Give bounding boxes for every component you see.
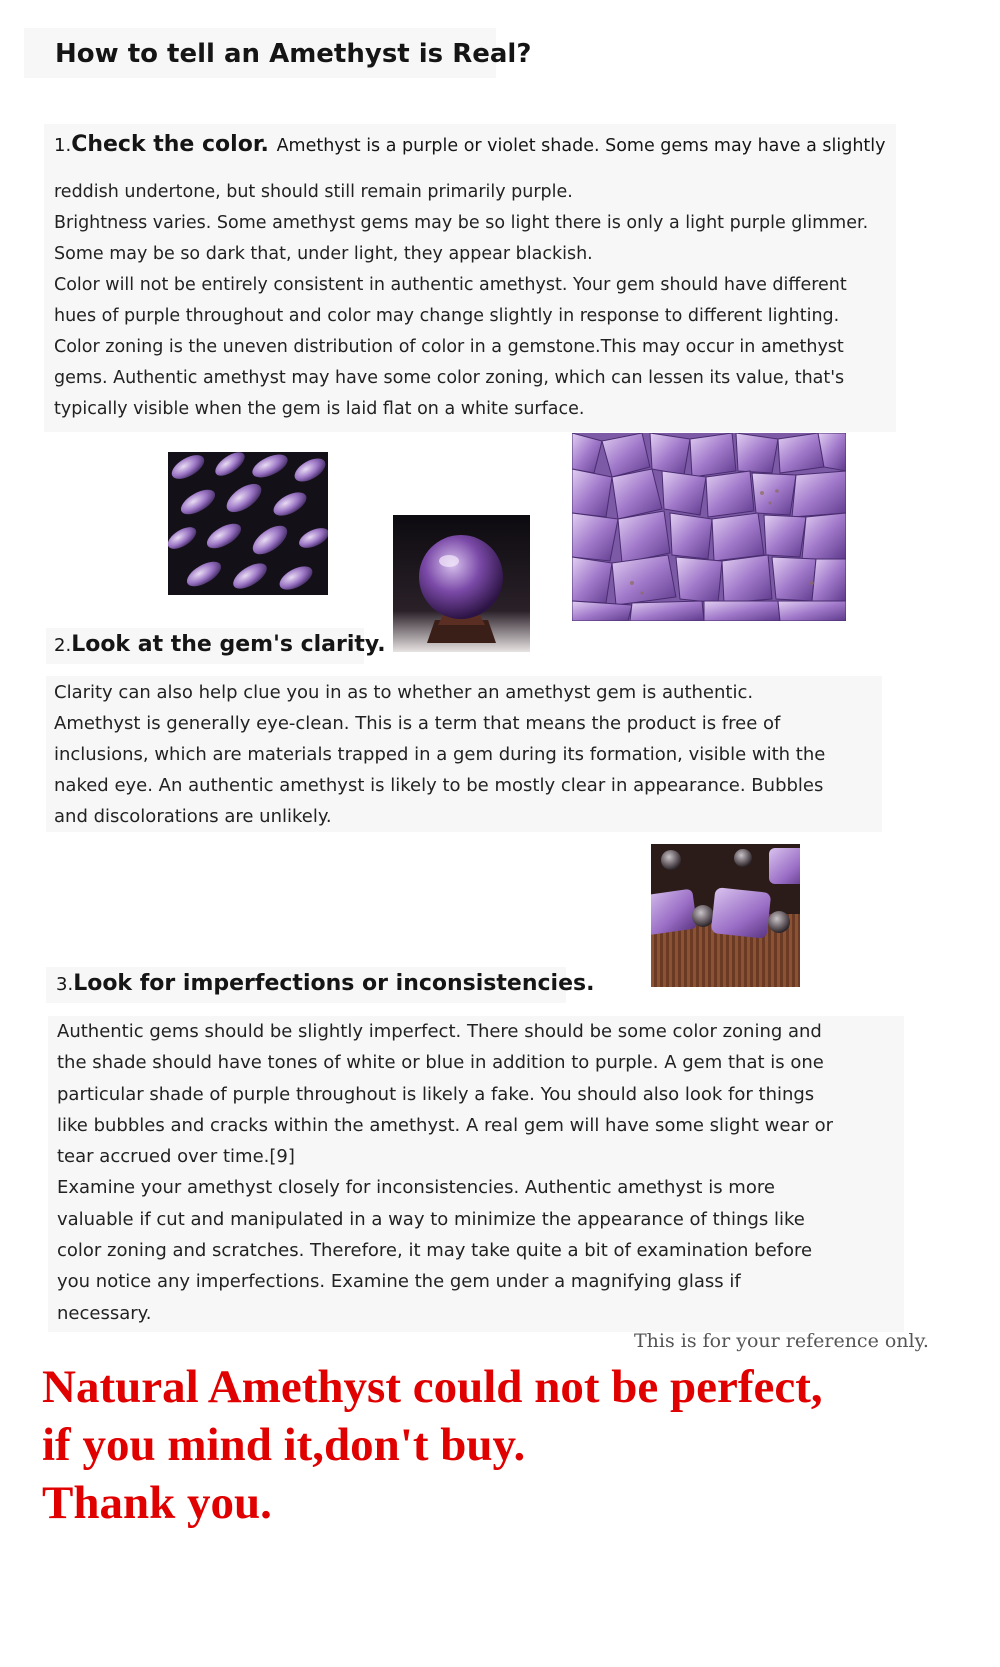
section-3-heading-text: Look for imperfections or inconsistencies. <box>73 971 595 996</box>
section-1-line: gems. Authentic amethyst may have some color zoning, which can lessen its value, that's <box>54 368 845 388</box>
tumbled-amethyst-stones-photo <box>168 452 328 595</box>
section-2-heading <box>54 632 386 657</box>
section-2-line: and discolorations are unlikely. <box>54 806 332 827</box>
section-1-line: Color zoning is the uneven distribution of color in a gemstone.This may occur in amethyst <box>54 337 844 357</box>
section-3-line: necessary. <box>57 1302 152 1324</box>
notice-block <box>42 1358 823 1532</box>
amethyst-crystal-cluster-photo <box>572 433 846 621</box>
section-2-body <box>54 677 872 832</box>
section-3-number: 3. <box>56 974 74 995</box>
section-1-heading-text: Check the color. <box>71 132 269 157</box>
section-3-line: color zoning and scratches. Therefore, it may take quite a bit of examination before <box>57 1240 813 1262</box>
section-2-line: Amethyst is generally eye-clean. This is a term that means the product is free of <box>54 713 781 734</box>
section-1-number: 1. <box>54 135 72 156</box>
amethyst-bead-bracelet-photo <box>651 844 800 987</box>
section-2-number: 2. <box>54 635 72 656</box>
tumbled-stones-image <box>168 452 328 595</box>
notice-line: Thank you. <box>42 1477 272 1529</box>
section-3-line: tear accrued over time.[9] <box>57 1146 295 1168</box>
section-3-body <box>57 1016 895 1329</box>
section-3-line: the shade should have tones of white or blue in addition to purple. A gem that is one <box>57 1052 824 1074</box>
section-2-heading-text: Look at the gem's clarity. <box>71 632 386 657</box>
section-3-line: particular shade of purple throughout is likely a fake. You should also look for things <box>57 1083 815 1105</box>
section-1-line: typically visible when the gem is laid flat on a white surface. <box>54 399 585 419</box>
reference-note: This is for your reference only. <box>634 1330 929 1352</box>
section-2-line: naked eye. An authentic amethyst is likely to be mostly clear in appearance. Bubbles <box>54 775 824 796</box>
page-title: How to tell an Amethyst is Real? <box>55 39 532 69</box>
section-1-line: Some may be so dark that, under light, they appear blackish. <box>54 244 593 264</box>
sphere-image <box>393 515 530 652</box>
section-1-lead-text: Amethyst is a purple or violet shade. Some gems may have a slightly <box>276 136 886 156</box>
notice-line: if you mind it,don't buy. <box>42 1419 526 1471</box>
section-3-line: Authentic gems should be slightly imperfect. There should be some color zoning and <box>57 1021 822 1042</box>
section-3-heading <box>56 971 594 996</box>
amethyst-sphere-photo <box>393 515 530 652</box>
bracelet-image <box>651 844 800 987</box>
section-1-line: hues of purple throughout and color may change slightly in response to different lighting. <box>54 306 840 326</box>
section-3-line: you notice any imperfections. Examine the gem under a magnifying glass if <box>57 1271 741 1293</box>
section-1-line: reddish undertone, but should still remain primarily purple. <box>54 182 573 202</box>
section-3-line: like bubbles and cracks within the amethyst. A real gem will have some slight wear or <box>57 1114 834 1136</box>
section-2-line: inclusions, which are materials trapped in a gem during its formation, visible with the <box>54 744 826 765</box>
section-1-body <box>54 177 894 425</box>
section-3-line: valuable if cut and manipulated in a way to minimize the appearance of things like <box>57 1208 805 1230</box>
section-1-line: Color will not be entirely consistent in authentic amethyst. Your gem should have different <box>54 275 847 295</box>
notice-line: Natural Amethyst could not be perfect, <box>42 1361 823 1413</box>
section-3-line: Examine your amethyst closely for inconsistencies. Authentic amethyst is more <box>57 1177 775 1199</box>
section-2-line: Clarity can also help clue you in as to whether an amethyst gem is authentic. <box>54 682 754 703</box>
section-1-heading <box>54 132 886 157</box>
section-1-line: Brightness varies. Some amethyst gems may be so light there is only a light purple glimmer. <box>54 213 869 233</box>
crystal-cluster-image <box>572 433 846 621</box>
